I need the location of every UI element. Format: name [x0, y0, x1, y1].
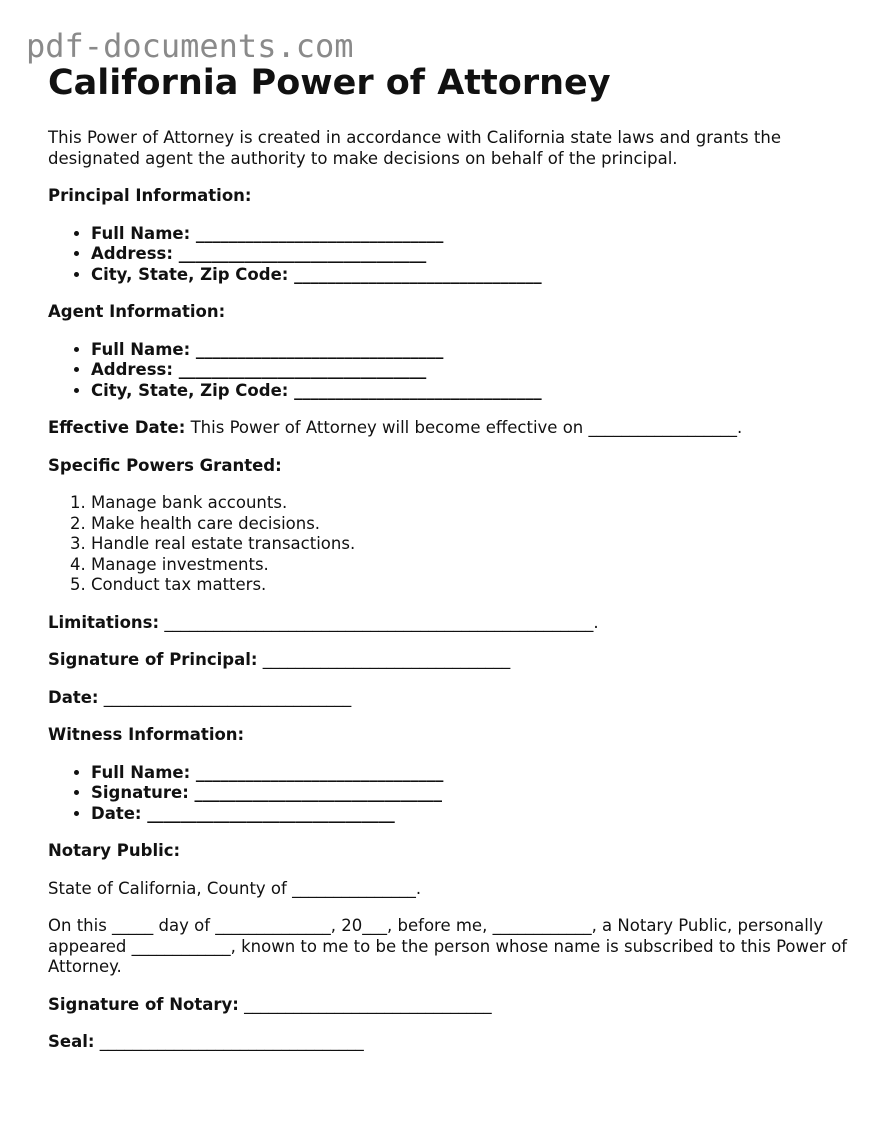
agent-heading: Agent Information: [48, 302, 226, 321]
document-body [48, 58, 848, 1053]
limitations-blank: ____________________________________________________. [159, 612, 599, 632]
intro-paragraph: This Power of Attorney is created in accordance with California state laws and grants the designated agent the authority to make decisions on behalf of the principal. [48, 128, 781, 168]
date-blank: ______________________________ [98, 687, 352, 707]
witness-heading: Witness Information: [48, 725, 245, 744]
principal-city-state-zip: • City, State, Zip Code: ______________________________ [91, 265, 848, 286]
principal-full-name: • Full Name: ______________________________ [91, 224, 848, 245]
notary-signature-blank: ______________________________ [238, 994, 492, 1014]
limitations-line [48, 613, 848, 634]
notary-signature-line [48, 995, 848, 1016]
powers-heading: Specific Powers Granted: [48, 455, 282, 475]
agent-city-state-zip: • City, State, Zip Code: ______________________________ [91, 381, 848, 402]
notary-signature-label: Signature of Notary: [48, 994, 239, 1014]
notary-heading: Notary Public: [48, 841, 181, 860]
date-label: Date: [48, 687, 99, 707]
watermark: pdf-documents.com [26, 27, 354, 65]
principal-heading: Principal Information: [48, 186, 252, 205]
power-item: 4. Manage investments. [91, 555, 848, 576]
effective-date-line [48, 418, 848, 439]
witness-signature: • Signature: ______________________________ [91, 783, 848, 804]
effective-date-label: Effective Date: [48, 418, 186, 437]
witness-list [48, 763, 848, 825]
agent-address: • Address: ______________________________ [91, 360, 848, 381]
power-item: 2. Make health care decisions. [91, 514, 848, 535]
date-line [48, 688, 848, 709]
principal-signature-blank: ______________________________ [257, 650, 511, 669]
notary-county: State of California, County of _______________. [48, 878, 422, 898]
powers-list [48, 493, 848, 596]
seal-line [48, 1032, 848, 1053]
witness-date: • Date: ______________________________ [91, 804, 848, 825]
witness-full-name: • Full Name: ______________________________ [91, 763, 848, 784]
agent-full-name: • Full Name: ______________________________ [91, 340, 848, 361]
agent-list [48, 340, 848, 402]
principal-signature-label: Signature of Principal: [48, 650, 258, 669]
power-item: 5. Conduct tax matters. [91, 575, 848, 596]
power-item: 3. Handle real estate transactions. [91, 534, 848, 555]
page-title: California Power of Attorney [48, 63, 611, 103]
notary-body: On this _____ day of ______________, 20___, before me, ____________, a Notary Public, personally appeared ____________, known to me to be the person whose name is subscribed to this Power of Attorney. [48, 916, 848, 976]
principal-signature-line [48, 650, 848, 671]
power-item: 1. Manage bank accounts. [91, 493, 848, 514]
seal-label: Seal: [48, 1032, 95, 1051]
effective-date-text: This Power of Attorney will become effective on __________________. [185, 418, 743, 437]
limitations-label: Limitations: [48, 612, 160, 632]
principal-list [48, 224, 848, 286]
seal-blank: ________________________________ [94, 1032, 364, 1051]
principal-address: • Address: ______________________________ [91, 244, 848, 265]
